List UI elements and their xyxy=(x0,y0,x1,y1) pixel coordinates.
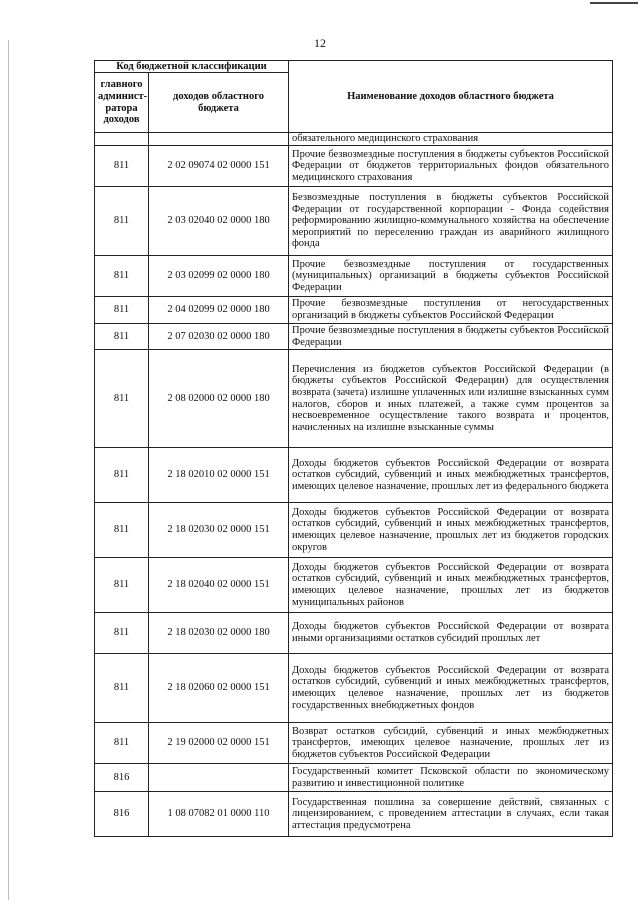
income-name-cell: Безвозмездные поступления в бюджеты субъектов Российской Федерации от государственной корпорации - Фонда содействия реформированию жилищно-коммунального хозяйства на обеспечение мероприятий по переселению граждан из аварийного жилищного фонда xyxy=(289,187,613,256)
admin-code-cell: 811 xyxy=(95,146,149,187)
income-name-cell: Перечисления из бюджетов субъектов Российской Федерации (в бюджеты субъектов Российской Федерации) для осуществления возврата (зачета) излишне уплаченных или излишне взысканных сумм налогов, сборов и иных платежей, а также сумм процентов за несвоевременное осуществление такого возврата и процентов, начисленных на излишне взысканные суммы xyxy=(289,350,613,448)
table-row xyxy=(95,133,613,146)
admin-code-cell xyxy=(95,133,149,146)
admin-code-cell: 811 xyxy=(95,350,149,448)
admin-code-cell: 811 xyxy=(95,613,149,654)
income-name-cell: Прочие безвозмездные поступления от государственных (муниципальных) организаций в бюджеты субъектов Российской Федерации xyxy=(289,256,613,297)
income-code-cell: 2 03 02040 02 0000 180 xyxy=(149,187,289,256)
classification-code-header: Код бюджетной классификации xyxy=(95,61,289,73)
table-row xyxy=(95,503,613,558)
admin-code-cell: 811 xyxy=(95,654,149,723)
table-row xyxy=(95,613,613,654)
income-code-cell: 2 04 02099 02 0000 180 xyxy=(149,297,289,324)
table-row xyxy=(95,256,613,297)
page-number: 12 xyxy=(314,36,326,50)
table-body xyxy=(95,133,613,837)
admin-code-cell: 811 xyxy=(95,503,149,558)
admin-code-cell: 816 xyxy=(95,792,149,837)
table-row xyxy=(95,187,613,256)
income-name-cell: Государственная пошлина за совершение действий, связанных с лицензированием, с проведением аттестации в случаях, если такая аттестация предусмотрена xyxy=(289,792,613,837)
income-name-cell: Доходы бюджетов субъектов Российской Федерации от возврата остатков субсидий, субвенций и иных межбюджетных трансфертов, имеющих целевое назначение, прошлых лет из федерального бюджета xyxy=(289,448,613,503)
admin-code-cell: 811 xyxy=(95,297,149,324)
income-code-cell: 2 03 02099 02 0000 180 xyxy=(149,256,289,297)
income-code-cell: 1 08 07082 01 0000 110 xyxy=(149,792,289,837)
income-code-cell: 2 07 02030 02 0000 180 xyxy=(149,324,289,350)
income-name-cell: Доходы бюджетов субъектов Российской Федерации от возврата остатков субсидий, субвенций и иных межбюджетных трансфертов, имеющих целевое назначение, прошлых лет из бюджетов государственных внебюджетных фондов xyxy=(289,654,613,723)
table-row xyxy=(95,297,613,324)
income-code-cell xyxy=(149,133,289,146)
income-name-cell: Прочие безвозмездные поступления в бюджеты субъектов Российской Федерации xyxy=(289,324,613,350)
income-name-cell: Прочие безвозмездные поступления в бюджеты субъектов Российской Федерации от бюджетов территориальных фондов обязательного медицинского страхования xyxy=(289,146,613,187)
left-margin-line xyxy=(8,40,9,900)
admin-column-header: главного админист-ратора доходов xyxy=(95,73,149,133)
income-code-cell: 2 18 02030 02 0000 180 xyxy=(149,613,289,654)
code-column-header: доходов областного бюджета xyxy=(149,73,289,133)
income-name-cell: Государственный комитет Псковской области по экономическому развитию и инвестиционной политике xyxy=(289,764,613,792)
income-name-cell: Доходы бюджетов субъектов Российской Федерации от возврата остатков субсидий, субвенций и иных межбюджетных трансфертов, имеющих целевое назначение, прошлых лет из бюджетов муниципальных районов xyxy=(289,558,613,613)
table-row xyxy=(95,324,613,350)
table-row xyxy=(95,350,613,448)
table-row xyxy=(95,448,613,503)
table-row xyxy=(95,792,613,837)
corner-mark xyxy=(590,2,638,4)
admin-code-cell: 811 xyxy=(95,187,149,256)
income-code-cell: 2 18 02060 02 0000 151 xyxy=(149,654,289,723)
table-row xyxy=(95,146,613,187)
income-code-cell: 2 02 09074 02 0000 151 xyxy=(149,146,289,187)
income-name-cell: Прочие безвозмездные поступления от негосударственных организаций в бюджеты субъектов Российской Федерации xyxy=(289,297,613,324)
income-name-header: Наименование доходов областного бюджета xyxy=(289,61,613,133)
income-code-cell: 2 18 02040 02 0000 151 xyxy=(149,558,289,613)
admin-code-cell: 811 xyxy=(95,723,149,764)
income-name-cell: Возврат остатков субсидий, субвенций и иных межбюджетных трансфертов, имеющих целевое назначение, прошлых лет из бюджетов субъектов Российской Федерации xyxy=(289,723,613,764)
income-name-cell: обязательного медицинского страхования xyxy=(289,133,613,146)
table-row xyxy=(95,558,613,613)
table-row xyxy=(95,764,613,792)
admin-code-cell: 811 xyxy=(95,324,149,350)
admin-code-cell: 811 xyxy=(95,558,149,613)
admin-code-cell: 811 xyxy=(95,448,149,503)
income-code-cell: 2 08 02000 02 0000 180 xyxy=(149,350,289,448)
income-name-cell: Доходы бюджетов субъектов Российской Федерации от возврата иными организациями остатков субсидий прошлых лет xyxy=(289,613,613,654)
table-row xyxy=(95,654,613,723)
income-name-cell: Доходы бюджетов субъектов Российской Федерации от возврата остатков субсидий, субвенций и иных межбюджетных трансфертов, имеющих целевое назначение, прошлых лет из бюджетов городских округов xyxy=(289,503,613,558)
income-code-cell: 2 18 02010 02 0000 151 xyxy=(149,448,289,503)
income-code-cell xyxy=(149,764,289,792)
budget-classification-table xyxy=(94,60,613,837)
income-code-cell: 2 18 02030 02 0000 151 xyxy=(149,503,289,558)
admin-code-cell: 816 xyxy=(95,764,149,792)
income-code-cell: 2 19 02000 02 0000 151 xyxy=(149,723,289,764)
admin-code-cell: 811 xyxy=(95,256,149,297)
table-row xyxy=(95,723,613,764)
